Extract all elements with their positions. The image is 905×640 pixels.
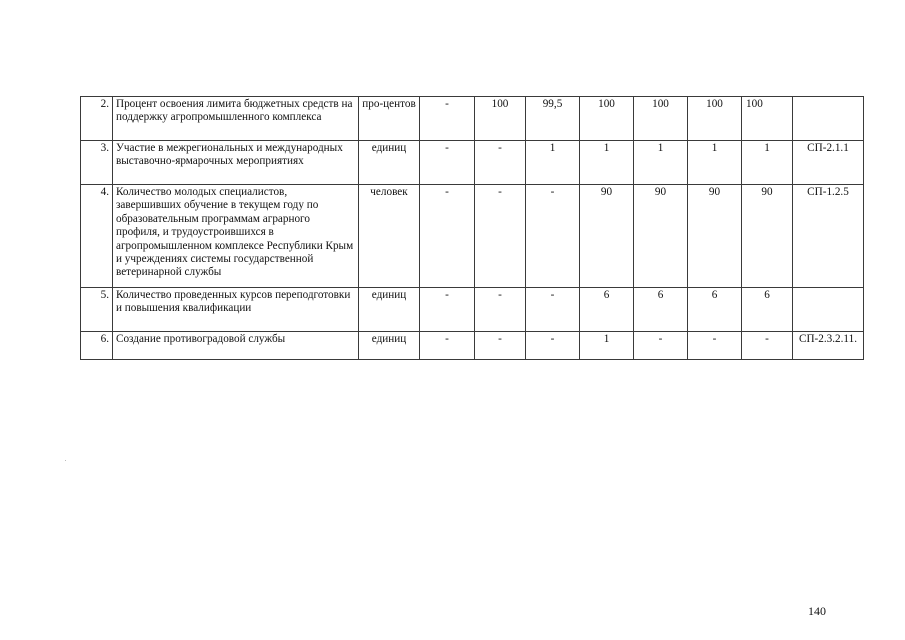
value-cell: 100 xyxy=(742,97,793,141)
value-cell: - xyxy=(475,185,526,288)
value-cell: 6 xyxy=(580,288,634,332)
row-number: 3. xyxy=(81,141,113,185)
value-cell: 100 xyxy=(634,97,688,141)
indicator-name: Количество проведенных курсов переподготовки и повышения квалификации xyxy=(113,288,359,332)
value-cell: 1 xyxy=(634,141,688,185)
table-row xyxy=(81,185,864,288)
value-cell: 6 xyxy=(634,288,688,332)
value-cell: 90 xyxy=(580,185,634,288)
value-cell: 99,5 xyxy=(526,97,580,141)
table-row xyxy=(81,141,864,185)
value-cell: - xyxy=(475,288,526,332)
code-cell xyxy=(793,97,864,141)
value-cell: 100 xyxy=(475,97,526,141)
value-cell: 1 xyxy=(580,141,634,185)
unit-cell: про-центов xyxy=(359,97,420,141)
value-cell: - xyxy=(475,141,526,185)
value-cell: - xyxy=(420,185,475,288)
table-row xyxy=(81,332,864,360)
value-cell: - xyxy=(526,332,580,360)
indicator-name: Процент освоения лимита бюджетных средств на поддержку агропромышленного комплекса xyxy=(113,97,359,141)
indicator-name: Участие в межрегиональных и международных выставочно-ярмарочных мероприятиях xyxy=(113,141,359,185)
value-cell: - xyxy=(475,332,526,360)
value-cell: 100 xyxy=(580,97,634,141)
value-cell: 90 xyxy=(688,185,742,288)
value-cell: 90 xyxy=(634,185,688,288)
unit-cell: человек xyxy=(359,185,420,288)
value-cell: - xyxy=(420,288,475,332)
row-number: 5. xyxy=(81,288,113,332)
code-cell: СП-2.3.2.11. xyxy=(793,332,864,360)
indicator-name: Количество молодых специалистов, завершивших обучение в текущем году по образовательным программам аграрного профиля, и трудоустроившихся в агропромышленном комплексе Республики Крым и учреждениях системы государственной ветеринарной службы xyxy=(113,185,359,288)
table-row xyxy=(81,288,864,332)
scan-speck xyxy=(65,460,66,461)
value-cell: - xyxy=(420,97,475,141)
value-cell: 90 xyxy=(742,185,793,288)
code-cell: СП-2.1.1 xyxy=(793,141,864,185)
value-cell: - xyxy=(634,332,688,360)
page-number: 140 xyxy=(808,604,826,618)
value-cell: - xyxy=(420,332,475,360)
code-cell xyxy=(793,288,864,332)
row-number: 2. xyxy=(81,97,113,141)
value-cell: 1 xyxy=(580,332,634,360)
value-cell: - xyxy=(688,332,742,360)
value-cell: 1 xyxy=(526,141,580,185)
unit-cell: единиц xyxy=(359,332,420,360)
value-cell: 6 xyxy=(688,288,742,332)
unit-cell: единиц xyxy=(359,288,420,332)
unit-cell: единиц xyxy=(359,141,420,185)
value-cell: - xyxy=(526,288,580,332)
row-number: 6. xyxy=(81,332,113,360)
value-cell: - xyxy=(742,332,793,360)
row-number: 4. xyxy=(81,185,113,288)
value-cell: 1 xyxy=(742,141,793,185)
indicator-name: Создание противоградовой службы xyxy=(113,332,359,360)
value-cell: - xyxy=(526,185,580,288)
value-cell: 100 xyxy=(688,97,742,141)
indicators-table xyxy=(80,96,864,360)
code-cell: СП-1.2.5 xyxy=(793,185,864,288)
table-row xyxy=(81,97,864,141)
value-cell: - xyxy=(420,141,475,185)
value-cell: 6 xyxy=(742,288,793,332)
value-cell: 1 xyxy=(688,141,742,185)
